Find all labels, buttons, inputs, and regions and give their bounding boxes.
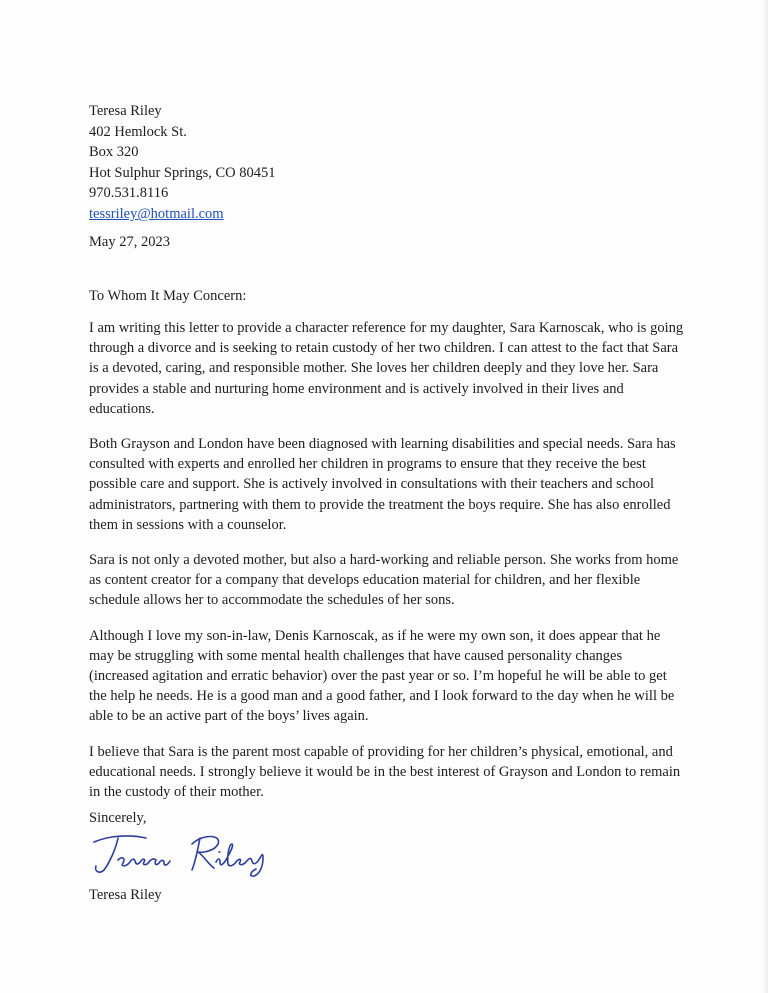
- signed-name: Teresa Riley: [89, 887, 162, 903]
- letter-body: [89, 318, 685, 817]
- body-paragraph: I believe that Sara is the parent most capable of providing for her children’s physical, emotional, and educational needs. I strongly believe it would be in the best interest of Grayson and London to remain in the custody of their mother.: [89, 743, 681, 801]
- sender-box: Box 320: [89, 144, 139, 161]
- sender-phone: 970.531.8116: [89, 185, 169, 202]
- closing: Sincerely,: [89, 810, 147, 826]
- salutation: To Whom It May Concern:: [89, 288, 247, 304]
- body-paragraph: Both Grayson and London have been diagnosed with learning disabilities and special needs. Sara has consulted with experts and enrolled her children in programs to ensure that they receive the best possible care and support. She is actively involved in consultations with their teachers and school administrators, partnering with them to provide the treatment the boys require. She has also enrolled them in sessions with a counselor.: [89, 436, 676, 533]
- page-edge-shadow: [762, 0, 768, 993]
- sender-address-block: [89, 101, 276, 225]
- handwritten-signature: [88, 830, 278, 880]
- sender-city-state-zip: Hot Sulphur Springs, CO 80451: [89, 164, 276, 181]
- body-paragraph: Sara is not only a devoted mother, but also a hard-working and reliable person. She works from home as content creator for a company that develops education material for children, and her flexible schedule allows her to accommodate the schedules of her sons.: [89, 552, 679, 609]
- sender-email-link[interactable]: tessriley@hotmail.com: [89, 205, 224, 222]
- sender-street: 402 Hemlock St.: [89, 123, 187, 140]
- body-paragraph: I am writing this letter to provide a character reference for my daughter, Sara Karnoscak, who is going through a divorce and is seeking to retain custody of her two children. I can attest to the fact that Sara is a devoted, caring, and responsible mother. She loves her children deeply and they love her. Sara provides a stable and nurturing home environment and is actively involved in their lives and educations.: [89, 320, 684, 417]
- letter-date: May 27, 2023: [89, 234, 170, 250]
- body-paragraph: Although I love my son-in-law, Denis Karnoscak, as if he were my own son, it does appear that he may be struggling with some mental health challenges that have caused personality changes (increased agitation and erratic behavior) over the past year or so. I’m hopeful he will be able to get the help he needs. He is a good man and a good father, and I look forward to the day when he will be able to be an active part of the boys’ lives again.: [89, 627, 675, 725]
- sender-name: Teresa Riley: [89, 103, 162, 119]
